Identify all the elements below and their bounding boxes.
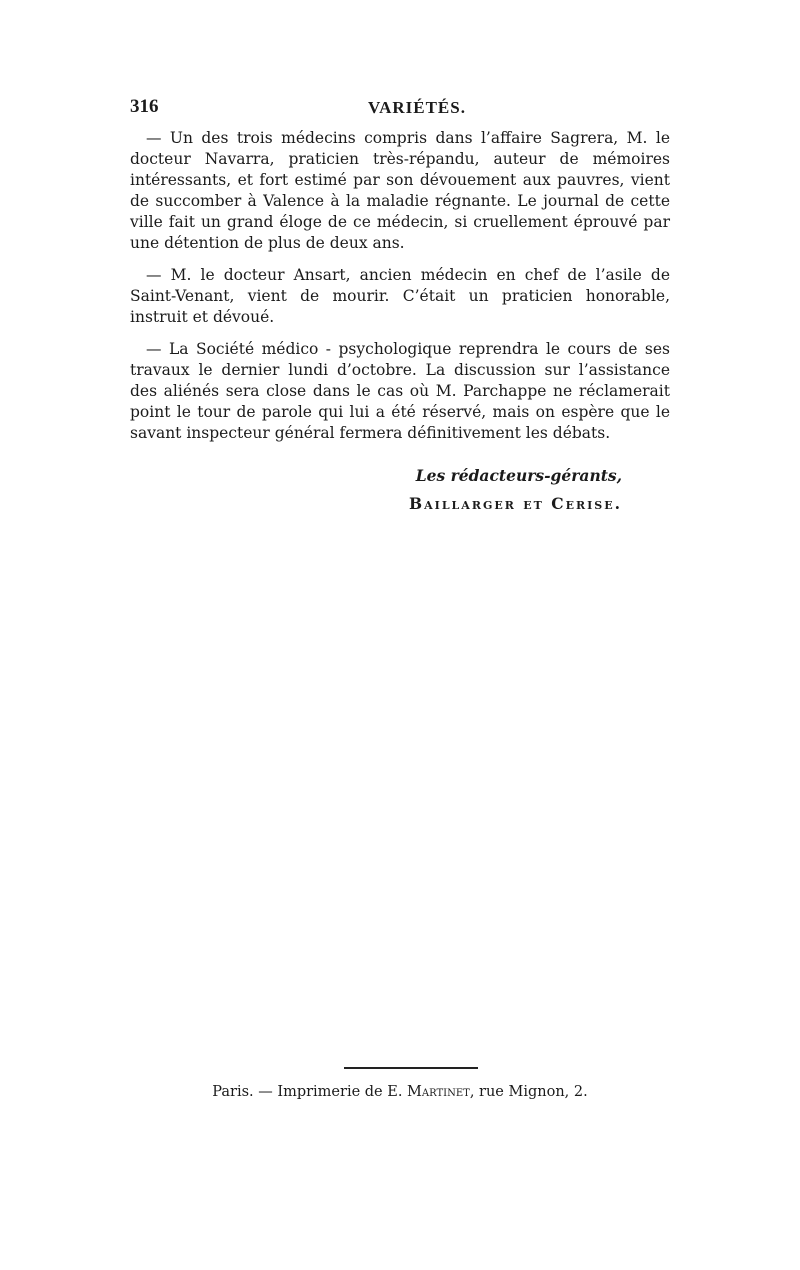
imprint-rule [344, 1067, 478, 1069]
page-number: 316 [130, 96, 159, 117]
paragraph-societe: — La Société médico - psychologique reprendra le cours de ses travaux le dernier lundi d’octobre. La discussion sur l’assistance des aliénés sera close dans le cas où M. Parchappe ne réclamerait point le tour de parole qui lui a été réservé, mais on espère que le savant inspecteur général fermera définitivement les débats. [130, 340, 670, 442]
signature-names: Baillarger et Cerise. [409, 494, 622, 513]
paragraph-ansart: — M. le docteur Ansart, ancien médecin en chef de l’asile de Saint-Venant, vient de mourir. C’était un praticien honorable, instruit et dévoué. [130, 266, 670, 326]
imprint-prefix: Paris. — Imprimerie de E. [212, 1084, 408, 1100]
signature-title: Les rédacteurs-gérants, [415, 466, 622, 485]
signature-block [130, 462, 622, 518]
running-head [130, 96, 675, 122]
imprint-printer: Martinet [407, 1084, 470, 1100]
section-title: VARIÉTÉS. [368, 98, 466, 117]
paragraph-navarra: — Un des trois médecins compris dans l’affaire Sagrera, M. le docteur Navarra, praticien très-répandu, auteur de mémoires intéressants, et fort estimé par son dévouement aux pauvres, vient de succomber à Valence à la maladie régnante. Le journal de cette ville fait un grand éloge de ce médecin, si cruellement éprouvé par une détention de plus de deux ans. [130, 129, 670, 252]
imprint-line [130, 1084, 670, 1100]
imprint-suffix: , rue Mignon, 2. [469, 1084, 588, 1100]
body-text [130, 128, 670, 455]
